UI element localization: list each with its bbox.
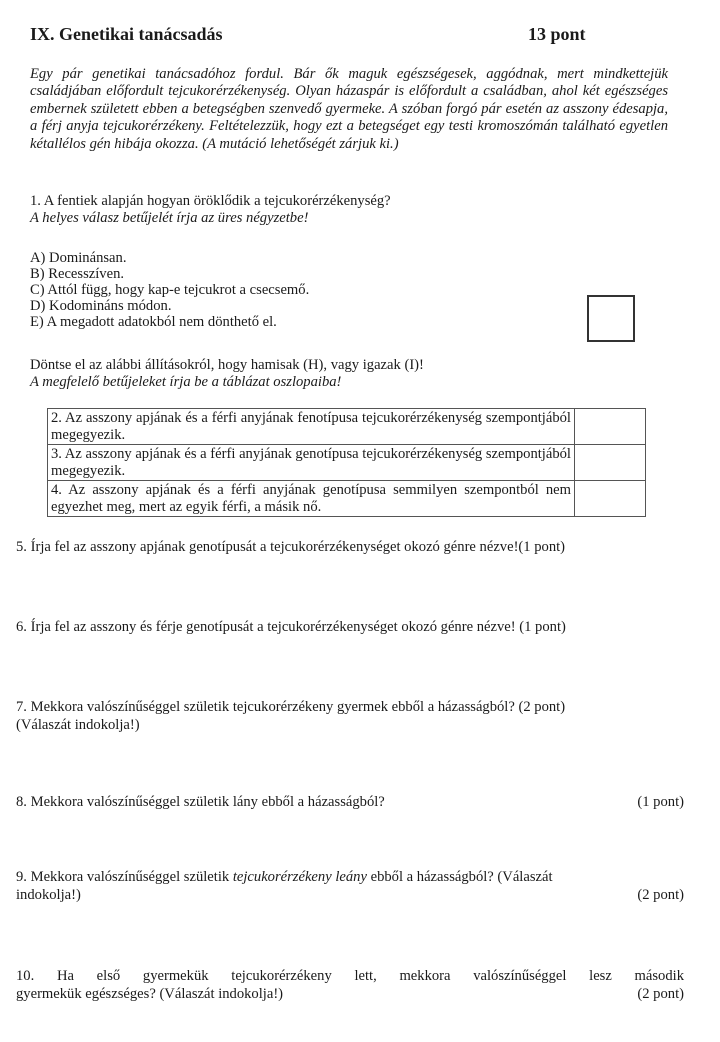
option-e: E) A megadott adatokból nem dönthető el. (30, 314, 277, 330)
question-9-emphasis: tejcukorérzékeny leány (232, 869, 367, 885)
question-7-text: 7. Mekkora valószínűséggel születik tejcukorérzékeny gyermek ebből a házasságból? (2 pont) (16, 699, 566, 715)
question-1 (30, 193, 391, 228)
table-row (48, 481, 646, 517)
question-5: 5. Írja fel az asszony apjának genotípusát a tejcukorérzékenységet okozó génre nézve!(1 pont) (16, 539, 566, 555)
section-title: IX. Genetikai tanácsadás (30, 24, 223, 44)
question-8-text: 8. Mekkora valószínűséggel születik lány ebből a házasságból? (16, 794, 385, 810)
question-9 (16, 868, 684, 904)
true-false-question: Döntse el az alábbi állításokról, hogy hamisak (H), vagy igazak (I)! (30, 357, 424, 373)
question-9-text-end: ebből a házasságból? (Válaszát (366, 869, 553, 885)
table-row (48, 445, 646, 481)
question-10-text-cont: gyermekük egészséges? (Válaszát indokolja!) (16, 986, 284, 1002)
option-c: C) Attól függ, hogy kap-e tejcukrot a csecsemő. (30, 282, 310, 298)
question-9-text (16, 868, 553, 886)
question-7-justify-note: (Válaszát indokolja!) (16, 717, 140, 733)
option-a: A) Dominánsan. (30, 250, 127, 266)
question-10-text: 10. Ha első gyermekük tejcukorérzékeny lett, mekkora valószínűséggel lesz második (16, 968, 684, 984)
statement-3-answer-cell[interactable] (575, 445, 646, 481)
statement-4-answer-cell[interactable] (575, 481, 646, 517)
true-false-instruction: A megfelelő betűjeleket írja be a táblázat oszlopaiba! (30, 374, 342, 391)
question-10-points: (2 pont) (637, 986, 684, 1002)
question-10 (16, 967, 684, 1003)
question-1-instruction: A helyes válasz betűjelét írja az üres négyzetbe! (30, 210, 309, 227)
question-8-points: (1 pont) (637, 794, 684, 810)
table-row (48, 409, 646, 445)
question-9-text-start: 9. Mekkora valószínűséggel születik (16, 869, 233, 885)
question-9-justify-note: indokolja!) (16, 887, 81, 903)
intro-paragraph: Egy pár genetikai tanácsadóhoz fordul. Bár ők maguk egészségesek, aggódnak, mert mindkettejük családjában előfordult tejcukorérzékenység. Olyan házaspár is előfordult a családban, ahol két egészséges embernek született ebben a betegségben szenvedő gyermeke. A szóban forgó pár esetén az asszony édesapja, a férj anyja tejcukorérzékeny. Feltételezzük, hogy ezt a betegséget egy testi kromoszómán található egyetlen kétallélos gén hibája okozza. (A mutáció lehetőségét zárjuk ki.) (30, 66, 668, 152)
question-8 (16, 793, 684, 811)
statement-2-answer-cell[interactable] (575, 409, 646, 445)
question-9-points: (2 pont) (637, 887, 684, 903)
question-1-answer-box[interactable] (587, 295, 635, 342)
question-7 (16, 698, 684, 734)
question-1-options (30, 250, 309, 330)
statement-2: 2. Az asszony apjának és a férfi anyjának fenotípusa tejcukorérzékenység szempontjából megegyezik. (48, 409, 575, 445)
true-false-intro (30, 357, 424, 392)
question-1-text: 1. A fentiek alapján hogyan öröklődik a tejcukorérzékenység? (30, 193, 391, 209)
section-points: 13 pont (528, 24, 586, 44)
option-b: B) Recesszíven. (30, 266, 125, 282)
option-d: D) Kodomináns módon. (30, 298, 172, 314)
true-false-table (47, 408, 646, 517)
question-6: 6. Írja fel az asszony és férje genotípusát a tejcukorérzékenységet okozó génre nézve! (1 pont) (16, 619, 566, 635)
statement-3: 3. Az asszony apjának és a férfi anyjának genotípusa tejcukorérzékenység szempontjából megegyezik. (48, 445, 575, 481)
statement-4: 4. Az asszony apjának és a férfi anyjának genotípusa semmilyen szempontból nem egyezhet meg, mert az egyik férfi, a másik nő. (48, 481, 575, 517)
